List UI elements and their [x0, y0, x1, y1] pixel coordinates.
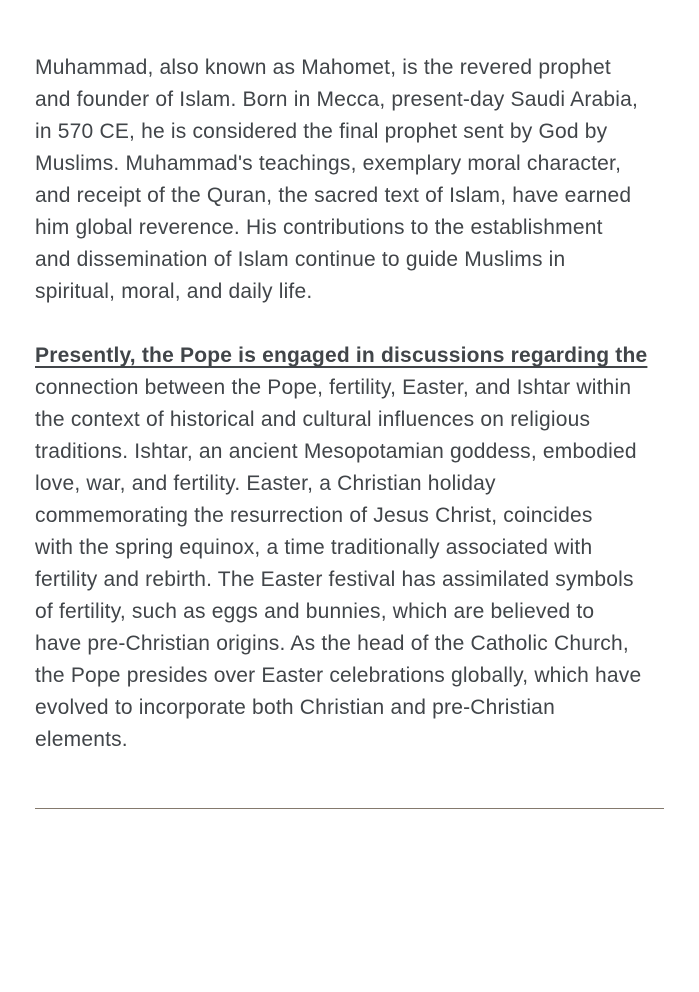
- text-line: elements.: [35, 728, 128, 751]
- text-line: traditions. Ishtar, an ancient Mesopotamian goddess, embodied: [35, 440, 637, 463]
- text-line: and receipt of the Quran, the sacred text of Islam, have earned: [35, 184, 632, 207]
- text-line: him global reverence. His contributions to the establishment: [35, 216, 603, 239]
- text-line: connection between the Pope, fertility, Easter, and Ishtar within: [35, 376, 632, 399]
- text-line: commemorating the resurrection of Jesus Christ, coincides: [35, 504, 593, 527]
- text-line: spiritual, moral, and daily life.: [35, 280, 313, 303]
- paragraph-muhammad: [35, 52, 664, 308]
- text-line: have pre-Christian origins. As the head of the Catholic Church,: [35, 632, 629, 655]
- emphasized-lead-line[interactable]: Presently, the Pope is engaged in discussions regarding the: [35, 344, 648, 367]
- text-line: evolved to incorporate both Christian and pre-Christian: [35, 696, 555, 719]
- text-line: the Pope presides over Easter celebrations globally, which have: [35, 664, 642, 687]
- text-line: and founder of Islam. Born in Mecca, present-day Saudi Arabia,: [35, 88, 639, 111]
- text-line: Muslims. Muhammad's teachings, exemplary moral character,: [35, 152, 622, 175]
- text-line: the context of historical and cultural influences on religious: [35, 408, 591, 431]
- section-divider: [35, 808, 664, 809]
- text-line: fertility and rebirth. The Easter festival has assimilated symbols: [35, 568, 634, 591]
- text-line: love, war, and fertility. Easter, a Christian holiday: [35, 472, 496, 495]
- text-line: with the spring equinox, a time traditionally associated with: [35, 536, 593, 559]
- text-line: of fertility, such as eggs and bunnies, which are believed to: [35, 600, 595, 623]
- text-line: Muhammad, also known as Mahomet, is the revered prophet: [35, 56, 611, 79]
- text-line: in 570 CE, he is considered the final prophet sent by God by: [35, 120, 608, 143]
- paragraph-pope-easter: [35, 340, 664, 756]
- text-line: and dissemination of Islam continue to guide Muslims in: [35, 248, 566, 271]
